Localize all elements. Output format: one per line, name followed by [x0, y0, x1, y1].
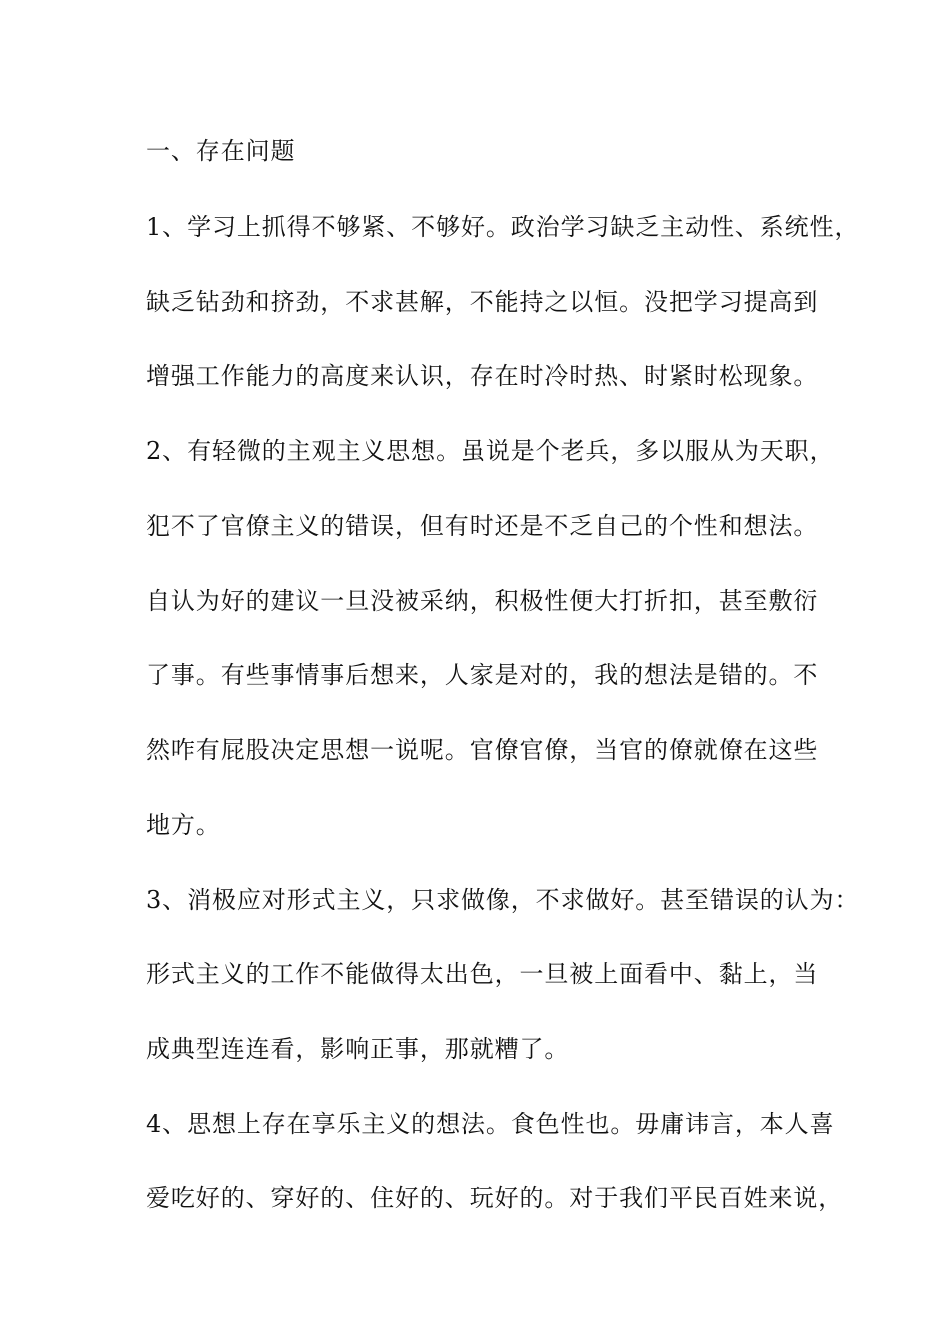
- paragraph-line: 形式主义的工作不能做得太出色，一旦被上面看中、黏上，当: [146, 960, 819, 988]
- paragraph-line: 2、有轻微的主观主义思想。虽说是个老兵，多以服从为天职，: [146, 437, 835, 465]
- paragraph-line: 自认为好的建议一旦没被采纳，积极性便大打折扣，甚至敷衍: [146, 587, 819, 615]
- paragraph-line: 地方。: [146, 811, 221, 839]
- paragraph-line: 然咋有屁股决定思想一说呢。官僚官僚，当官的僚就僚在这些: [146, 736, 819, 764]
- paragraph-line: 犯不了官僚主义的错误，但有时还是不乏自己的个性和想法。: [146, 512, 819, 540]
- paragraph-line: 成典型连连看，影响正事，那就糟了。: [146, 1035, 570, 1063]
- paragraph-line: 缺乏钻劲和挤劲，不求甚解，不能持之以恒。没把学习提高到: [146, 288, 819, 316]
- paragraph-line: 增强工作能力的高度来认识，存在时冷时热、时紧时松现象。: [146, 362, 819, 390]
- section-heading: 一、存在问题: [146, 137, 296, 165]
- paragraph-line: 爱吃好的、穿好的、住好的、玩好的。对于我们平民百姓来说，: [146, 1184, 844, 1212]
- paragraph-line: 1、学习上抓得不够紧、不够好。政治学习缺乏主动性、系统性，: [146, 213, 860, 241]
- paragraph-line: 4、思想上存在享乐主义的想法。食色性也。毋庸讳言，本人喜: [146, 1110, 835, 1138]
- paragraph-line: 3、消极应对形式主义，只求做像，不求做好。甚至错误的认为：: [146, 886, 860, 914]
- paragraph-line: 了事。有些事情事后想来，人家是对的，我的想法是错的。不: [146, 661, 819, 689]
